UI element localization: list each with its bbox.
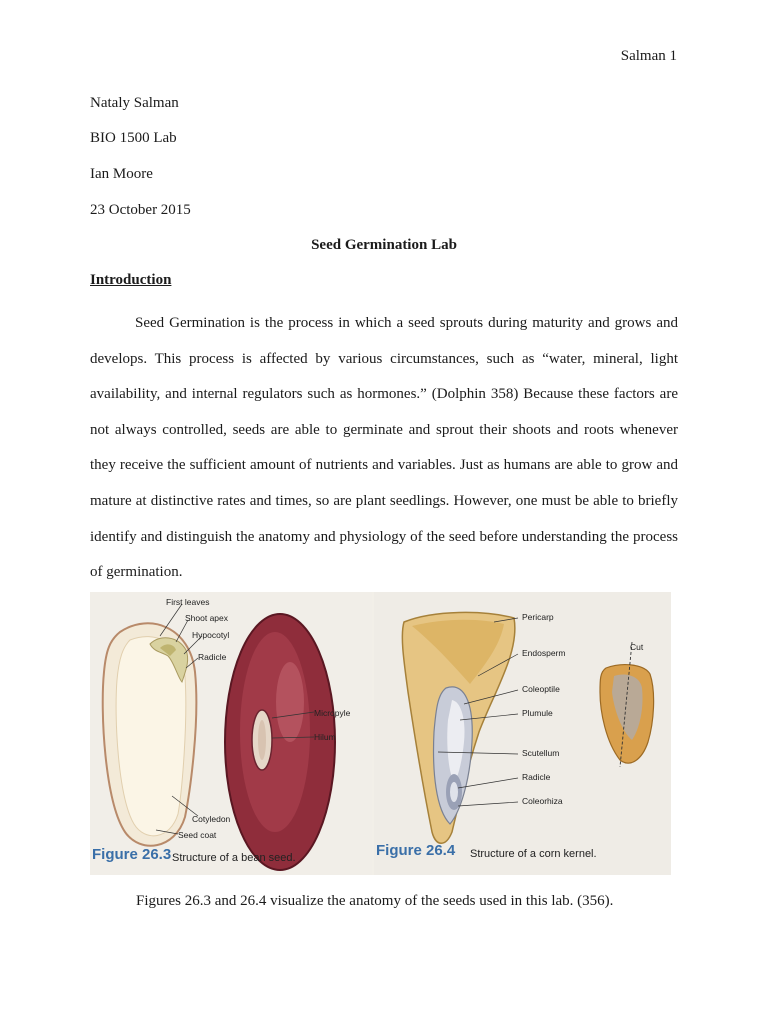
label-seed-coat: Seed coat: [178, 830, 217, 840]
label-shoot-apex: Shoot apex: [185, 613, 229, 623]
author-name: Nataly Salman: [90, 95, 179, 111]
label-endosperm: Endosperm: [522, 648, 566, 658]
label-micropyle: Micropyle: [314, 708, 351, 718]
label-radicle-corn: Radicle: [522, 772, 551, 782]
label-first-leaves: First leaves: [166, 597, 210, 607]
label-pericarp: Pericarp: [522, 612, 554, 622]
figure-image: [90, 592, 671, 875]
label-coleoptile: Coleoptile: [522, 684, 560, 694]
figures-caption: Figures 26.3 and 26.4 visualize the anatomy of the seeds used in this lab. (356).: [136, 893, 614, 909]
introduction-paragraph: Seed Germination is the process in which a seed sprouts during maturity and grows and develops. This process is affected by various circumstances, such as “water, mineral, light availability, and internal regulators such as hormones.” (Dolphin 358) Because these factors are not always controlled, seeds are able to germinate and sprout their shoots and roots whenever they receive the sufficient amount of nutrients and variables. Just as humans are able to grow and mature at distinctive rates and times, so are plant seedlings. However, one must be able to briefly identify and distinguish the anatomy and physiology of the seed before understanding the process of germination.: [90, 315, 678, 581]
label-coleorhiza: Coleorhiza: [522, 796, 563, 806]
figure-number-bean: Figure 26.3: [92, 846, 172, 863]
bean-seed-figure: [90, 592, 372, 875]
figure-number-corn: Figure 26.4: [376, 842, 456, 859]
label-radicle-bean: Radicle: [198, 652, 227, 662]
label-hilum: Hilum: [314, 732, 336, 742]
figure-caption-bean: Structure of a bean seed.: [172, 852, 296, 864]
label-scutellum: Scutellum: [522, 748, 560, 758]
label-cotyledon: Cotyledon: [192, 814, 231, 824]
corn-kernel-illustration: [374, 592, 671, 875]
label-cut: Cut: [630, 642, 644, 652]
introduction-heading: Introduction: [90, 272, 172, 288]
instructor-name: Ian Moore: [90, 166, 153, 182]
running-head: Salman 1: [620, 48, 677, 64]
course-name: BIO 1500 Lab: [90, 130, 177, 146]
label-hypocotyl: Hypocotyl: [192, 630, 230, 640]
document-date: 23 October 2015: [90, 202, 191, 218]
label-plumule: Plumule: [522, 708, 553, 718]
figure-caption-corn: Structure of a corn kernel.: [470, 848, 597, 860]
corn-kernel-figure: [374, 592, 671, 875]
document-title: Seed Germination Lab: [311, 237, 457, 253]
